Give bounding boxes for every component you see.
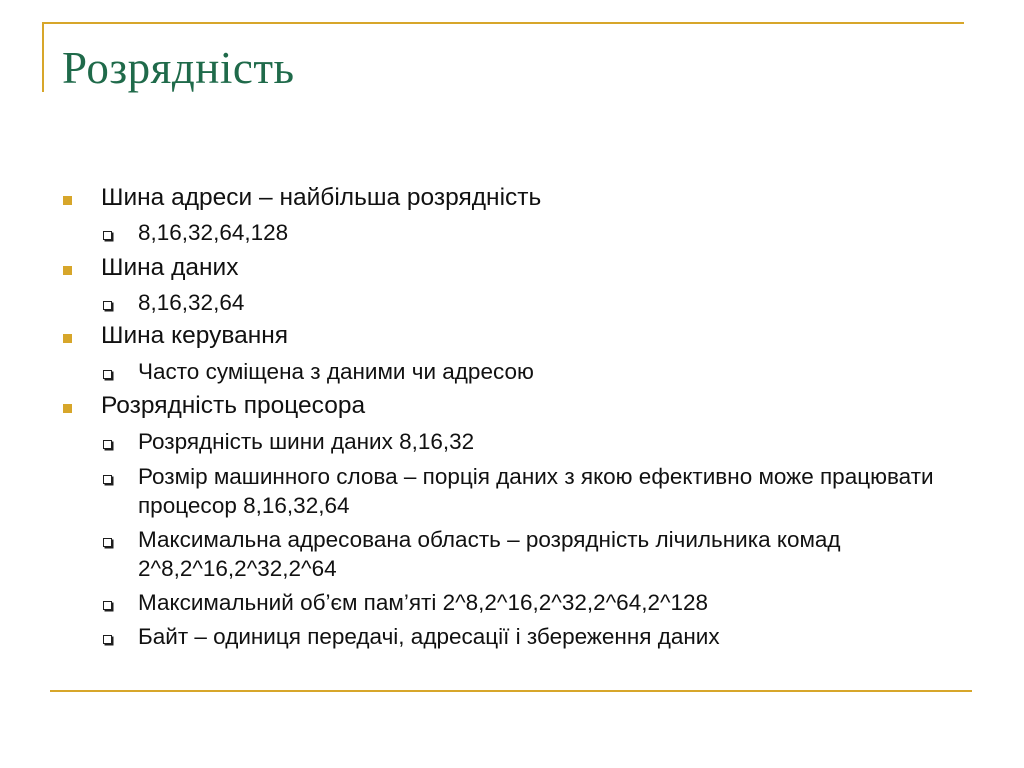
square-bullet-icon xyxy=(63,334,72,343)
hollow-square-bullet-icon xyxy=(103,440,112,449)
sub-bullet-item: 8,16,32,64,128 xyxy=(138,220,289,245)
sub-bullet-item: Розрядність шини даних 8,16,32 xyxy=(138,429,475,454)
hollow-square-bullet-icon xyxy=(103,601,112,610)
hollow-square-bullet-icon xyxy=(103,370,112,379)
square-bullet-icon xyxy=(63,196,72,205)
square-bullet-icon xyxy=(63,266,72,275)
sub-bullet-item: Максимальна адресована область – розрядність лічильника комад 2^8,2^16,2^32,2^64 xyxy=(138,527,841,581)
hollow-square-bullet-icon xyxy=(103,635,112,644)
hollow-square-bullet-icon xyxy=(103,538,112,547)
hollow-square-bullet-icon xyxy=(103,301,112,310)
sub-bullet-item: Максимальний об’єм пам’яті 2^8,2^16,2^32,2^64,2^128 xyxy=(138,590,709,615)
sub-bullet-item: Часто суміщена з даними чи адресою xyxy=(138,359,534,384)
sub-bullet-item: Байт – одиниця передачі, адресації і збереження даних xyxy=(138,624,720,649)
bottom-rule xyxy=(50,690,972,692)
bullet-item: Шина даних xyxy=(101,254,239,281)
left-rule xyxy=(42,22,44,92)
top-rule xyxy=(42,22,964,24)
hollow-square-bullet-icon xyxy=(103,231,112,240)
sub-bullet-item: 8,16,32,64 xyxy=(138,290,245,315)
hollow-square-bullet-icon xyxy=(103,475,112,484)
bullet-item: Розрядність процесора xyxy=(101,392,366,419)
bullet-item: Шина адреси – найбільша розрядність xyxy=(101,184,542,211)
sub-bullet-item: Розмір машинного слова – порція даних з якою ефективно може працювати процесор 8,16,32,64 xyxy=(138,464,934,518)
slide-title: Розрядність xyxy=(62,43,295,93)
square-bullet-icon xyxy=(63,404,72,413)
bullet-item: Шина керування xyxy=(101,322,289,349)
